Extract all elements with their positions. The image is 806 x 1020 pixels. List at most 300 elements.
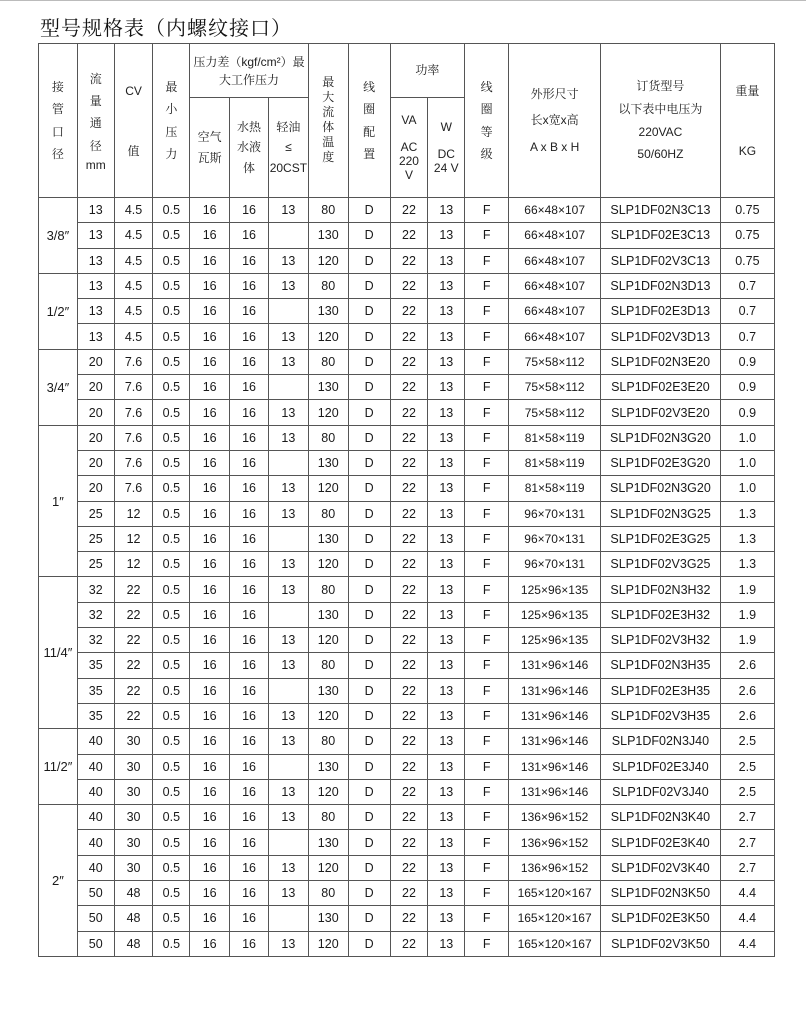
coil-grade-cell: F (465, 931, 509, 956)
max-temp-cell: 130 (308, 375, 348, 400)
dimensions-cell: 81×58×119 (509, 450, 601, 475)
cv-value-cell: 4.5 (114, 299, 153, 324)
flow-bore-cell: 50 (77, 931, 114, 956)
header-cv: CV 值 (114, 44, 153, 198)
power-w-cell: 13 (428, 678, 465, 703)
max-temp-cell: 120 (308, 552, 348, 577)
water-liquid-cell: 16 (230, 248, 269, 273)
weight-cell: 1.3 (720, 552, 774, 577)
table-row (39, 299, 775, 324)
air-gas-cell: 16 (190, 501, 230, 526)
weight-cell: 2.5 (720, 729, 774, 754)
light-oil-cell: 13 (268, 425, 308, 450)
page-title: 型号规格表（内螺纹接口） (40, 16, 292, 40)
water-liquid-cell: 16 (230, 628, 269, 653)
light-oil-cell: 13 (268, 476, 308, 501)
order-model-cell: SLP1DF02N3K50 (601, 881, 721, 906)
dimensions-cell: 125×96×135 (509, 577, 601, 602)
min-pressure-cell: 0.5 (153, 653, 190, 678)
min-pressure-cell: 0.5 (153, 906, 190, 931)
power-w-cell: 13 (428, 602, 465, 627)
light-oil-cell: 13 (268, 703, 308, 728)
cv-value-cell: 12 (114, 552, 153, 577)
table-row (39, 223, 775, 248)
coil-grade-cell: F (465, 223, 509, 248)
cv-value-cell: 7.6 (114, 400, 153, 425)
flow-bore-cell: 20 (77, 349, 114, 374)
coil-grade-cell: F (465, 729, 509, 754)
light-oil-cell: 13 (268, 805, 308, 830)
coil-config-cell: D (348, 602, 390, 627)
coil-grade-cell: F (465, 299, 509, 324)
coil-grade-cell: F (465, 552, 509, 577)
table-row (39, 779, 775, 804)
table-row (39, 805, 775, 830)
order-model-cell: SLP1DF02E3H35 (601, 678, 721, 703)
order-model-cell: SLP1DF02N3H35 (601, 653, 721, 678)
coil-config-cell: D (348, 931, 390, 956)
water-liquid-cell: 16 (230, 602, 269, 627)
water-liquid-cell: 16 (230, 552, 269, 577)
air-gas-cell: 16 (190, 729, 230, 754)
coil-grade-cell: F (465, 906, 509, 931)
order-model-cell: SLP1DF02V3G25 (601, 552, 721, 577)
water-liquid-cell: 16 (230, 906, 269, 931)
dimensions-cell: 81×58×119 (509, 476, 601, 501)
coil-grade-cell: F (465, 501, 509, 526)
cv-value-cell: 4.5 (114, 248, 153, 273)
max-temp-cell: 130 (308, 223, 348, 248)
order-model-cell: SLP1DF02V3D13 (601, 324, 721, 349)
order-model-cell: SLP1DF02N3J40 (601, 729, 721, 754)
table-row (39, 450, 775, 475)
coil-config-cell: D (348, 223, 390, 248)
power-va-cell: 22 (390, 552, 428, 577)
power-w-cell: 13 (428, 906, 465, 931)
light-oil-cell: 13 (268, 349, 308, 374)
header-air: 空气瓦斯 (190, 98, 230, 198)
order-model-cell: SLP1DF02N3G20 (601, 425, 721, 450)
water-liquid-cell: 16 (230, 198, 269, 223)
coil-config-cell: D (348, 729, 390, 754)
power-w-cell: 13 (428, 198, 465, 223)
order-model-cell: SLP1DF02E3D13 (601, 299, 721, 324)
min-pressure-cell: 0.5 (153, 855, 190, 880)
coil-grade-cell: F (465, 855, 509, 880)
power-w-cell: 13 (428, 324, 465, 349)
cv-value-cell: 22 (114, 653, 153, 678)
power-w-cell: 13 (428, 931, 465, 956)
weight-cell: 1.9 (720, 602, 774, 627)
dimensions-cell: 66×48×107 (509, 273, 601, 298)
dimensions-cell: 131×96×146 (509, 678, 601, 703)
min-pressure-cell: 0.5 (153, 223, 190, 248)
weight-cell: 2.6 (720, 678, 774, 703)
max-temp-cell: 130 (308, 678, 348, 703)
light-oil-cell: 13 (268, 628, 308, 653)
min-pressure-cell: 0.5 (153, 779, 190, 804)
power-va-cell: 22 (390, 248, 428, 273)
air-gas-cell: 16 (190, 400, 230, 425)
light-oil-cell: 13 (268, 400, 308, 425)
light-oil-cell: 13 (268, 779, 308, 804)
flow-bore-cell: 40 (77, 779, 114, 804)
power-w-cell: 13 (428, 653, 465, 678)
cv-value-cell: 4.5 (114, 223, 153, 248)
light-oil-cell (268, 906, 308, 931)
port-size-cell: 11/4″ (39, 577, 78, 729)
header-order-model: 订货型号 以下表中电压为 220VAC 50/60HZ (601, 44, 721, 198)
weight-cell: 2.6 (720, 703, 774, 728)
power-va-cell: 22 (390, 273, 428, 298)
min-pressure-cell: 0.5 (153, 425, 190, 450)
dimensions-cell: 136×96×152 (509, 805, 601, 830)
power-w-cell: 13 (428, 628, 465, 653)
coil-grade-cell: F (465, 450, 509, 475)
weight-cell: 2.5 (720, 779, 774, 804)
cv-value-cell: 22 (114, 628, 153, 653)
light-oil-cell: 13 (268, 324, 308, 349)
light-oil-cell: 13 (268, 501, 308, 526)
weight-cell: 2.6 (720, 653, 774, 678)
water-liquid-cell: 16 (230, 349, 269, 374)
water-liquid-cell: 16 (230, 830, 269, 855)
table-row (39, 906, 775, 931)
weight-cell: 1.9 (720, 577, 774, 602)
power-va-cell: 22 (390, 501, 428, 526)
dimensions-cell: 66×48×107 (509, 223, 601, 248)
power-va-cell: 22 (390, 881, 428, 906)
power-va-cell: 22 (390, 855, 428, 880)
order-model-cell: SLP1DF02V3K50 (601, 931, 721, 956)
flow-bore-cell: 13 (77, 299, 114, 324)
power-w-cell: 13 (428, 830, 465, 855)
coil-config-cell: D (348, 552, 390, 577)
order-model-cell: SLP1DF02V3H32 (601, 628, 721, 653)
weight-cell: 1.3 (720, 526, 774, 551)
light-oil-cell: 13 (268, 273, 308, 298)
min-pressure-cell: 0.5 (153, 729, 190, 754)
order-model-cell: SLP1DF02N3G20 (601, 476, 721, 501)
light-oil-cell: 13 (268, 577, 308, 602)
max-temp-cell: 130 (308, 299, 348, 324)
air-gas-cell: 16 (190, 779, 230, 804)
cv-value-cell: 7.6 (114, 349, 153, 374)
min-pressure-cell: 0.5 (153, 678, 190, 703)
cv-value-cell: 30 (114, 779, 153, 804)
cv-value-cell: 30 (114, 805, 153, 830)
power-w-cell: 13 (428, 729, 465, 754)
table-row (39, 400, 775, 425)
air-gas-cell: 16 (190, 552, 230, 577)
cv-value-cell: 30 (114, 754, 153, 779)
dimensions-cell: 125×96×135 (509, 602, 601, 627)
power-w-cell: 13 (428, 779, 465, 804)
min-pressure-cell: 0.5 (153, 830, 190, 855)
coil-config-cell: D (348, 577, 390, 602)
flow-bore-cell: 20 (77, 400, 114, 425)
weight-cell: 0.7 (720, 273, 774, 298)
min-pressure-cell: 0.5 (153, 450, 190, 475)
coil-config-cell: D (348, 273, 390, 298)
flow-bore-cell: 40 (77, 830, 114, 855)
min-pressure-cell: 0.5 (153, 349, 190, 374)
max-temp-cell: 120 (308, 779, 348, 804)
air-gas-cell: 16 (190, 375, 230, 400)
dimensions-cell: 81×58×119 (509, 425, 601, 450)
table-row (39, 678, 775, 703)
order-model-cell: SLP1DF02V3H35 (601, 703, 721, 728)
coil-config-cell: D (348, 830, 390, 855)
weight-cell: 1.3 (720, 501, 774, 526)
power-va-cell: 22 (390, 678, 428, 703)
light-oil-cell: 13 (268, 931, 308, 956)
order-model-cell: SLP1DF02V3E20 (601, 400, 721, 425)
spec-table (38, 43, 775, 957)
max-temp-cell: 80 (308, 425, 348, 450)
light-oil-cell: 13 (268, 198, 308, 223)
power-w-cell: 13 (428, 450, 465, 475)
order-model-cell: SLP1DF02E3K50 (601, 906, 721, 931)
max-temp-cell: 80 (308, 198, 348, 223)
order-model-cell: SLP1DF02E3J40 (601, 754, 721, 779)
port-size-cell: 2″ (39, 805, 78, 957)
header-coil-grade: 线圈等级 (465, 44, 509, 198)
max-temp-cell: 80 (308, 805, 348, 830)
light-oil-cell (268, 526, 308, 551)
max-temp-cell: 80 (308, 881, 348, 906)
light-oil-cell (268, 678, 308, 703)
coil-grade-cell: F (465, 248, 509, 273)
coil-config-cell: D (348, 248, 390, 273)
cv-value-cell: 12 (114, 526, 153, 551)
dimensions-cell: 66×48×107 (509, 198, 601, 223)
air-gas-cell: 16 (190, 855, 230, 880)
water-liquid-cell: 16 (230, 476, 269, 501)
flow-bore-cell: 40 (77, 855, 114, 880)
min-pressure-cell: 0.5 (153, 881, 190, 906)
air-gas-cell: 16 (190, 223, 230, 248)
max-temp-cell: 120 (308, 248, 348, 273)
light-oil-cell: 13 (268, 855, 308, 880)
air-gas-cell: 16 (190, 881, 230, 906)
water-liquid-cell: 16 (230, 729, 269, 754)
coil-grade-cell: F (465, 754, 509, 779)
port-size-cell: 1/2″ (39, 273, 78, 349)
top-rule (0, 0, 806, 1)
header-coil-config: 线圈配置 (348, 44, 390, 198)
flow-bore-cell: 50 (77, 881, 114, 906)
power-w-cell: 13 (428, 248, 465, 273)
flow-bore-cell: 32 (77, 602, 114, 627)
coil-grade-cell: F (465, 400, 509, 425)
max-temp-cell: 120 (308, 855, 348, 880)
water-liquid-cell: 16 (230, 653, 269, 678)
coil-config-cell: D (348, 653, 390, 678)
air-gas-cell: 16 (190, 653, 230, 678)
max-temp-cell: 120 (308, 628, 348, 653)
header-water: 水热水液体 (230, 98, 269, 198)
light-oil-cell: 13 (268, 552, 308, 577)
light-oil-cell (268, 754, 308, 779)
coil-grade-cell: F (465, 830, 509, 855)
min-pressure-cell: 0.5 (153, 273, 190, 298)
coil-config-cell: D (348, 400, 390, 425)
max-temp-cell: 130 (308, 830, 348, 855)
power-w-cell: 13 (428, 299, 465, 324)
dimensions-cell: 96×70×131 (509, 501, 601, 526)
header-power: 功率 (390, 44, 465, 98)
table-row (39, 754, 775, 779)
dimensions-cell: 125×96×135 (509, 628, 601, 653)
water-liquid-cell: 16 (230, 678, 269, 703)
power-va-cell: 22 (390, 931, 428, 956)
coil-grade-cell: F (465, 198, 509, 223)
max-temp-cell: 80 (308, 729, 348, 754)
power-w-cell: 13 (428, 526, 465, 551)
power-w-cell: 13 (428, 223, 465, 248)
water-liquid-cell: 16 (230, 703, 269, 728)
cv-value-cell: 48 (114, 881, 153, 906)
table-row (39, 855, 775, 880)
flow-bore-cell: 13 (77, 248, 114, 273)
power-w-cell: 13 (428, 855, 465, 880)
flow-bore-cell: 20 (77, 425, 114, 450)
dimensions-cell: 165×120×167 (509, 931, 601, 956)
flow-bore-cell: 35 (77, 703, 114, 728)
air-gas-cell: 16 (190, 906, 230, 931)
dimensions-cell: 165×120×167 (509, 881, 601, 906)
cv-value-cell: 7.6 (114, 476, 153, 501)
flow-bore-cell: 25 (77, 526, 114, 551)
header-flow: 流量通径 mm (77, 44, 114, 198)
min-pressure-cell: 0.5 (153, 400, 190, 425)
order-model-cell: SLP1DF02N3G25 (601, 501, 721, 526)
coil-config-cell: D (348, 805, 390, 830)
table-row (39, 931, 775, 956)
order-model-cell: SLP1DF02E3C13 (601, 223, 721, 248)
coil-config-cell: D (348, 678, 390, 703)
cv-value-cell: 48 (114, 931, 153, 956)
dimensions-cell: 165×120×167 (509, 906, 601, 931)
air-gas-cell: 16 (190, 931, 230, 956)
coil-grade-cell: F (465, 425, 509, 450)
min-pressure-cell: 0.5 (153, 703, 190, 728)
table-row (39, 526, 775, 551)
coil-grade-cell: F (465, 805, 509, 830)
light-oil-cell: 13 (268, 881, 308, 906)
max-temp-cell: 120 (308, 931, 348, 956)
cv-value-cell: 30 (114, 855, 153, 880)
order-model-cell: SLP1DF02E3H32 (601, 602, 721, 627)
min-pressure-cell: 0.5 (153, 299, 190, 324)
coil-grade-cell: F (465, 273, 509, 298)
min-pressure-cell: 0.5 (153, 526, 190, 551)
weight-cell: 0.9 (720, 400, 774, 425)
header-w: W DC 24 V (428, 98, 465, 198)
weight-cell: 4.4 (720, 906, 774, 931)
max-temp-cell: 80 (308, 577, 348, 602)
coil-config-cell: D (348, 779, 390, 804)
table-row (39, 577, 775, 602)
air-gas-cell: 16 (190, 425, 230, 450)
header-weight: 重量 KG (720, 44, 774, 198)
max-temp-cell: 130 (308, 526, 348, 551)
coil-grade-cell: F (465, 779, 509, 804)
header-min-pressure: 最小压力 (153, 44, 190, 198)
power-w-cell: 13 (428, 754, 465, 779)
dimensions-cell: 75×58×112 (509, 349, 601, 374)
weight-cell: 2.7 (720, 855, 774, 880)
power-va-cell: 22 (390, 729, 428, 754)
order-model-cell: SLP1DF02V3K40 (601, 855, 721, 880)
air-gas-cell: 16 (190, 324, 230, 349)
table-row (39, 552, 775, 577)
dimensions-cell: 66×48×107 (509, 248, 601, 273)
cv-value-cell: 4.5 (114, 273, 153, 298)
water-liquid-cell: 16 (230, 425, 269, 450)
power-va-cell: 22 (390, 375, 428, 400)
header-max-temp: 最大流体温度 (308, 44, 348, 198)
dimensions-cell: 75×58×112 (509, 400, 601, 425)
flow-bore-cell: 25 (77, 501, 114, 526)
table-row (39, 628, 775, 653)
table-row (39, 349, 775, 374)
water-liquid-cell: 16 (230, 223, 269, 248)
coil-config-cell: D (348, 881, 390, 906)
cv-value-cell: 30 (114, 830, 153, 855)
coil-grade-cell: F (465, 703, 509, 728)
power-va-cell: 22 (390, 577, 428, 602)
power-w-cell: 13 (428, 349, 465, 374)
water-liquid-cell: 16 (230, 501, 269, 526)
table-row (39, 375, 775, 400)
cv-value-cell: 12 (114, 501, 153, 526)
coil-config-cell: D (348, 754, 390, 779)
weight-cell: 1.0 (720, 425, 774, 450)
flow-bore-cell: 25 (77, 552, 114, 577)
flow-bore-cell: 40 (77, 805, 114, 830)
weight-cell: 0.75 (720, 248, 774, 273)
max-temp-cell: 120 (308, 703, 348, 728)
table-row (39, 602, 775, 627)
flow-bore-cell: 13 (77, 273, 114, 298)
light-oil-cell (268, 602, 308, 627)
table-row (39, 729, 775, 754)
power-va-cell: 22 (390, 754, 428, 779)
light-oil-cell (268, 450, 308, 475)
cv-value-cell: 7.6 (114, 425, 153, 450)
min-pressure-cell: 0.5 (153, 501, 190, 526)
flow-bore-cell: 13 (77, 223, 114, 248)
max-temp-cell: 120 (308, 324, 348, 349)
air-gas-cell: 16 (190, 273, 230, 298)
dimensions-cell: 131×96×146 (509, 754, 601, 779)
coil-config-cell: D (348, 425, 390, 450)
water-liquid-cell: 16 (230, 526, 269, 551)
max-temp-cell: 130 (308, 754, 348, 779)
cv-value-cell: 4.5 (114, 198, 153, 223)
power-va-cell: 22 (390, 223, 428, 248)
max-temp-cell: 80 (308, 501, 348, 526)
coil-config-cell: D (348, 198, 390, 223)
air-gas-cell: 16 (190, 628, 230, 653)
flow-bore-cell: 20 (77, 450, 114, 475)
water-liquid-cell: 16 (230, 299, 269, 324)
cv-value-cell: 48 (114, 906, 153, 931)
light-oil-cell: 13 (268, 248, 308, 273)
power-va-cell: 22 (390, 349, 428, 374)
